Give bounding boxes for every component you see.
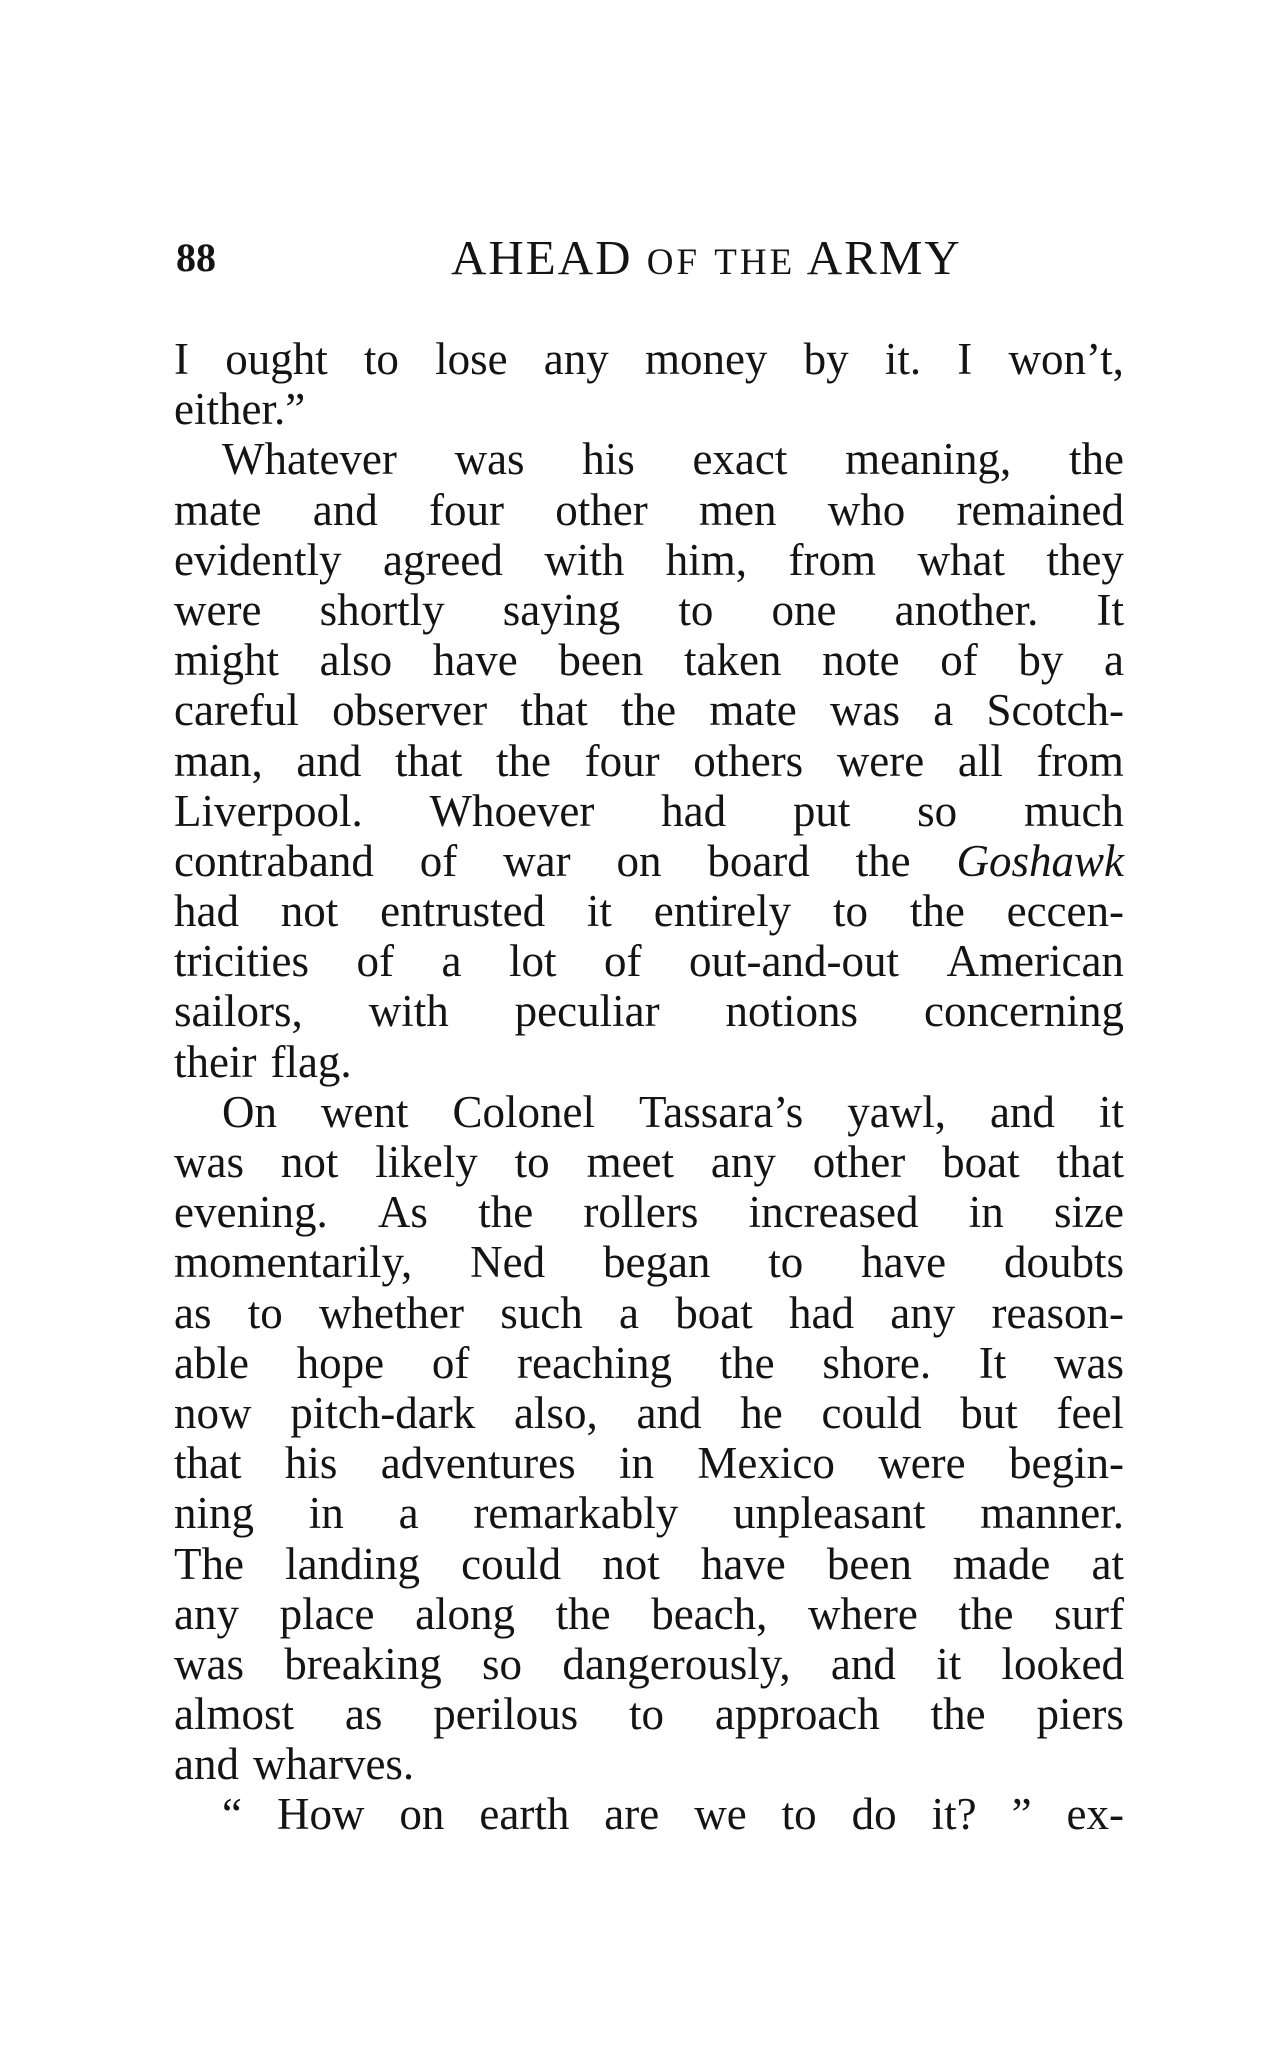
text-line: able hope of reaching the shore. It was — [174, 1337, 1124, 1388]
text-line: contraband of war on board the Goshawk — [174, 835, 1124, 886]
text-line: that his adventures in Mexico were begin- — [174, 1438, 1124, 1489]
text-line: and wharves. — [174, 1739, 415, 1790]
text-line: was breaking so dangerously, and it looked — [174, 1638, 1124, 1689]
running-head-word: THE — [714, 242, 796, 283]
text-line: evidently agreed with him, from what they — [174, 534, 1124, 585]
running-head-word: ARMY — [806, 230, 962, 285]
text-line: Liverpool. Whoever had put so much — [174, 785, 1124, 836]
running-head-word: AHEAD — [451, 230, 633, 285]
text-line: man, and that the four others were all from — [174, 735, 1124, 786]
text-line: either.” — [174, 384, 306, 435]
running-head — [451, 228, 962, 293]
text-line: Whatever was his exact meaning, the — [222, 434, 1124, 485]
text-line: The landing could not have been made at — [174, 1538, 1124, 1589]
text-line: was not likely to meet any other boat that — [174, 1137, 1124, 1187]
running-head-word: OF — [646, 242, 701, 283]
text-line: were shortly saying to one another. It — [174, 584, 1124, 635]
text-line: might also have been taken note of by a — [174, 635, 1124, 686]
page-header — [176, 228, 1122, 288]
text-line: their flag. — [174, 1036, 352, 1087]
text-line: I ought to lose any money by it. I won’t, — [174, 334, 1124, 384]
text-line: as to whether such a boat had any reason- — [174, 1287, 1124, 1338]
text-line: evening. As the rollers increased in size — [174, 1187, 1124, 1238]
text-line: On went Colonel Tassara’s yawl, and it — [222, 1086, 1124, 1137]
body-text — [174, 334, 1124, 1840]
text-line: ning in a remarkably unpleasant manner. — [174, 1488, 1124, 1539]
text-line: mate and four other men who remained — [174, 484, 1124, 535]
text-line: almost as perilous to approach the piers — [174, 1689, 1124, 1740]
text-line: tricities of a lot of out-and-out American — [174, 936, 1124, 987]
text-line: sailors, with peculiar notions concerning — [174, 986, 1124, 1037]
text-line: careful observer that the mate was a Scotch- — [174, 685, 1124, 736]
page-number: 88 — [176, 235, 216, 280]
text-line: “ How on earth are we to do it? ” ex- — [222, 1789, 1124, 1840]
text-line: had not entrusted it entirely to the eccen- — [174, 886, 1124, 937]
text-line: now pitch-dark also, and he could but feel — [174, 1387, 1124, 1438]
text-line: any place along the beach, where the surf — [174, 1588, 1124, 1639]
text-line: momentarily, Ned began to have doubts — [174, 1237, 1124, 1288]
